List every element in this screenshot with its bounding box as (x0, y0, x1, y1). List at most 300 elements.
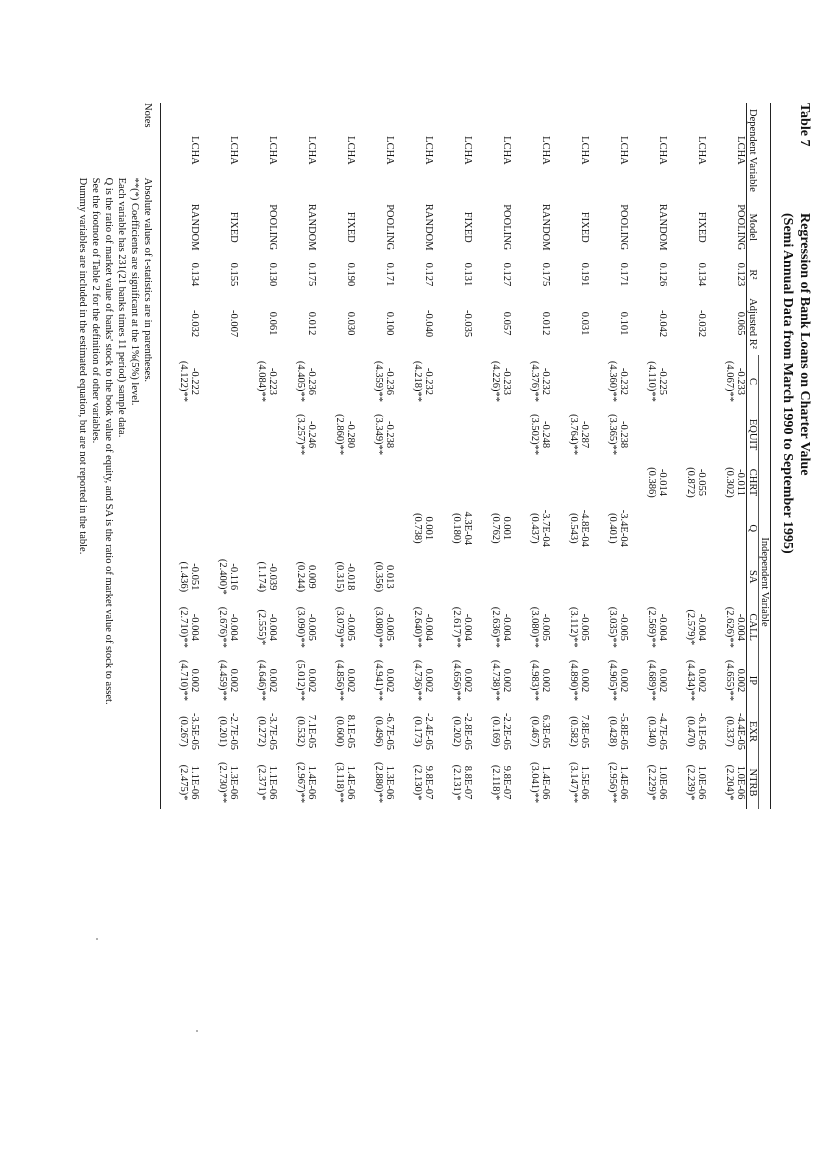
table-cell-model: FIXED (579, 211, 590, 243)
notes-block (76, 103, 154, 863)
table-cell-chrt (317, 461, 356, 504)
table-cell-sa (239, 553, 278, 601)
table-cell-equit (200, 408, 239, 461)
coefficient: -3.5E-05 (189, 712, 200, 750)
table-cell-r2: 0.130 (267, 262, 278, 287)
table-cell-model: FIXED (345, 211, 356, 243)
t-statistic: (0.582) (568, 716, 579, 747)
table-cell-q (629, 504, 668, 553)
t-statistic: (4.359)** (373, 360, 384, 403)
t-statistic: (4.905)** (607, 659, 618, 701)
coefficient: 1.3E-06 (228, 765, 239, 800)
table-cell-exr (317, 707, 356, 756)
table-cell-ip (434, 654, 473, 707)
coefficient: -0.222 (189, 367, 200, 396)
table-cell-adj: -0.040 (423, 309, 434, 338)
coefficient: -4.8E-04 (579, 509, 590, 547)
table-number: Table 7 (797, 103, 812, 147)
t-statistic: (0.340) (646, 716, 657, 747)
table-cell-q (590, 504, 629, 553)
table-cell-r2: 0.155 (228, 262, 239, 287)
notes-label: Notes (142, 103, 153, 128)
t-statistic: (3.079)** (334, 606, 345, 648)
table-cell-chrt (668, 461, 707, 504)
table-cell-adj: 0.012 (306, 311, 317, 336)
table-cell-ntrb (317, 756, 356, 809)
table-cell-q (200, 504, 239, 553)
table-row (551, 103, 590, 809)
table-cell-ntrb (434, 756, 473, 809)
coefficient: 7.1E-05 (306, 714, 317, 749)
t-statistic: (4.226)** (490, 360, 501, 403)
note-line: See the footnote of Table 2 for the definition of other variables. (90, 177, 101, 444)
table-row (278, 103, 317, 809)
table-cell-sa (629, 553, 668, 601)
table-cell-c (668, 355, 707, 408)
table-cell-ip (356, 654, 395, 707)
t-statistic: (5.012)** (295, 659, 306, 701)
table-cell-model: RANDOM (423, 203, 434, 251)
t-statistic: (4.890)** (568, 659, 579, 701)
t-statistic: (0.173) (412, 716, 423, 747)
t-statistic: (2.130)* (412, 764, 423, 801)
table-cell-chrt (278, 461, 317, 504)
coefficient: 0.002 (267, 668, 278, 693)
table-cell-r2: 0.134 (696, 262, 707, 287)
table-row (356, 103, 395, 809)
coefficient: -6.1E-05 (696, 712, 707, 750)
header-cell (759, 103, 771, 198)
table-cell-exr (668, 707, 707, 756)
coefficient: -0.039 (267, 563, 278, 591)
coefficient: 1.4E-06 (345, 765, 356, 800)
t-statistic: (2.371)* (256, 764, 267, 801)
group-header: Independent Variable (759, 355, 771, 809)
table-cell-ip (395, 654, 434, 707)
coefficient: 4.3E-04 (462, 511, 473, 546)
coefficient: 0.002 (696, 668, 707, 693)
table-cell-call (356, 601, 395, 654)
coefficient: 7.8E-05 (579, 714, 590, 749)
coefficient: 0.002 (501, 668, 512, 693)
table-cell-dep: LCHA (228, 136, 239, 165)
table-cell-exr (629, 707, 668, 756)
table-cell-r2: 0.131 (462, 262, 473, 287)
table-cell-ip (590, 654, 629, 707)
coefficient: -0.280 (345, 421, 356, 449)
rotated-table-page (77, 103, 813, 863)
table-cell-c (278, 355, 317, 408)
table-cell-call (590, 601, 629, 654)
t-statistic: (2.626)** (724, 606, 735, 648)
t-statistic: (2.239)* (685, 764, 696, 801)
table-cell-dep: LCHA (735, 136, 746, 165)
coefficient: -4.7E-05 (657, 712, 668, 750)
coefficient: -0.232 (618, 367, 629, 396)
column-header: EXR (747, 707, 759, 756)
t-statistic: (4.110)** (646, 361, 657, 402)
coefficient: -0.005 (579, 613, 590, 641)
t-statistic: (0.201) (217, 716, 228, 747)
coefficient: -2.7E-05 (228, 712, 239, 750)
table-cell-r2: 0.123 (735, 262, 746, 287)
table-cell-c (200, 355, 239, 408)
table-cell-dep: LCHA (696, 136, 707, 165)
t-statistic: (0.872) (685, 467, 696, 498)
coefficient: -0.232 (423, 367, 434, 396)
coefficient: 0.013 (384, 564, 395, 589)
t-statistic: (2.400)* (217, 558, 228, 595)
coefficient: -0.004 (462, 613, 473, 641)
coefficient: -0.005 (618, 613, 629, 641)
table-cell-call (512, 601, 551, 654)
table-cell-c (239, 355, 278, 408)
table-cell-dep: LCHA (657, 136, 668, 165)
table-cell-sa (356, 553, 395, 601)
t-statistic: (0.180) (451, 512, 462, 544)
table-cell-r2: 0.126 (657, 262, 668, 287)
table-cell-adj: 0.031 (579, 311, 590, 336)
table-cell-q (239, 504, 278, 553)
t-statistic: (0.386) (646, 467, 657, 498)
t-statistic: (2.579)* (685, 609, 696, 646)
table-cell-ip (707, 654, 747, 707)
table-cell-dep: LCHA (540, 136, 551, 165)
t-statistic: (4.689)** (646, 659, 657, 701)
table-cell-equit (161, 408, 201, 461)
table-cell-chrt (473, 461, 512, 504)
t-statistic: (0.762) (490, 512, 501, 544)
coefficient: -0.233 (735, 367, 746, 396)
table-cell-ip (551, 654, 590, 707)
table-cell-exr (512, 707, 551, 756)
table-cell-adj: 0.061 (267, 311, 278, 336)
table-cell-q (512, 504, 551, 553)
t-statistic: (2.204)* (724, 764, 735, 801)
table-cell-chrt (551, 461, 590, 504)
t-statistic: (4.405)** (295, 360, 306, 403)
table-cell-exr (161, 707, 201, 756)
coefficient: 1.1E-06 (189, 765, 200, 800)
table-cell-ntrb (590, 756, 629, 809)
t-statistic: (3.764)** (568, 414, 579, 456)
t-statistic: (0.302) (724, 467, 735, 498)
table-cell-exr (200, 707, 239, 756)
t-statistic: (2.118)* (490, 764, 501, 801)
t-statistic: (0.401) (607, 512, 618, 544)
table-cell-model: FIXED (228, 211, 239, 243)
coefficient: -0.233 (501, 367, 512, 396)
table-cell-ip (512, 654, 551, 707)
table-cell-adj: -0.032 (696, 309, 707, 338)
table-cell-q (356, 504, 395, 553)
coefficient: -3.4E-04 (618, 509, 629, 547)
coefficient: 0.002 (345, 668, 356, 693)
t-statistic: (3.035)** (607, 606, 618, 648)
table-row (629, 103, 668, 809)
table-cell-ntrb (668, 756, 707, 809)
table-cell-ntrb (512, 756, 551, 809)
coefficient: -0.055 (696, 468, 707, 497)
table-cell-sa (161, 553, 201, 601)
note-line: Absolute values of t-statistics are in parentheses. (142, 177, 153, 383)
table-cell-adj: 0.030 (345, 311, 356, 336)
column-header: Model (747, 198, 759, 257)
table-cell-sa (473, 553, 512, 601)
t-statistic: (2.956)** (607, 762, 618, 804)
t-statistic: (0.532) (295, 716, 306, 747)
table-cell-call (551, 601, 590, 654)
table-cell-model: POOLING (384, 204, 395, 251)
table-cell-equit (317, 408, 356, 461)
t-statistic: (2.676)** (217, 606, 228, 648)
t-statistic: (4.376)** (529, 360, 540, 403)
table-cell-equit (473, 408, 512, 461)
t-statistic: (3.112)** (568, 606, 579, 648)
table-cell-chrt (434, 461, 473, 504)
table-cell-model: POOLING (735, 204, 746, 251)
t-statistic: (0.202) (451, 716, 462, 747)
t-statistic: (3.349)** (373, 414, 384, 456)
table-cell-call (629, 601, 668, 654)
table-cell-c (356, 355, 395, 408)
table-row (473, 103, 512, 809)
coefficient: -0.005 (306, 613, 317, 641)
table-cell-c (161, 355, 201, 408)
coefficient: 1.5E-06 (579, 765, 590, 800)
coefficient: -2.2E-05 (501, 712, 512, 750)
coefficient: 1.0E-06 (657, 765, 668, 800)
coefficient: 0.002 (540, 668, 551, 693)
header-cell (759, 198, 771, 257)
coefficient: 1.1E-06 (267, 765, 278, 800)
t-statistic: (0.470) (685, 716, 696, 747)
table-cell-equit (629, 408, 668, 461)
table-cell-adj: 0.012 (540, 311, 551, 336)
table-cell-ntrb (473, 756, 512, 809)
table-cell-adj: 0.057 (501, 311, 512, 336)
table-cell-dep: LCHA (306, 136, 317, 165)
table-cell-sa (590, 553, 629, 601)
table-cell-c (317, 355, 356, 408)
t-statistic: (4.736)** (412, 659, 423, 701)
table-cell-model: RANDOM (657, 203, 668, 251)
column-header: Dependent Variable (747, 103, 759, 198)
table-cell-chrt (356, 461, 395, 504)
coefficient: 0.002 (306, 668, 317, 693)
table-title-block (779, 103, 813, 863)
coefficient: -3.7E-05 (267, 712, 278, 750)
coefficient: -0.246 (306, 421, 317, 449)
t-statistic: (2.229)* (646, 764, 657, 801)
table-cell-equit (590, 408, 629, 461)
scan-speck (196, 1030, 198, 1032)
coefficient: 1.4E-06 (540, 765, 551, 800)
coefficient: 0.002 (462, 668, 473, 693)
table-cell-q (395, 504, 434, 553)
coefficient: 1.0E-06 (696, 765, 707, 800)
table-cell-chrt (512, 461, 551, 504)
table-cell-sa (317, 553, 356, 601)
header-cell (759, 257, 771, 293)
t-statistic: (4.983)** (529, 659, 540, 701)
coefficient: -0.005 (384, 613, 395, 641)
coefficient: -0.004 (189, 613, 200, 641)
t-statistic: (4.646)** (256, 659, 267, 701)
t-statistic: (2.860)** (334, 414, 345, 456)
table-cell-equit (239, 408, 278, 461)
t-statistic: (4.218)** (412, 360, 423, 403)
table-cell-call (239, 601, 278, 654)
t-statistic: (0.738) (412, 512, 423, 544)
table-cell-q (668, 504, 707, 553)
coefficient: -0.004 (501, 613, 512, 641)
coefficient: -0.116 (228, 563, 239, 591)
t-statistic: (3.365)** (607, 414, 618, 456)
table-cell-dep: LCHA (579, 136, 590, 165)
table-cell-ip (161, 654, 201, 707)
table-cell-dep: LCHA (161, 103, 201, 198)
table-cell-sa (707, 553, 747, 601)
column-header: CALL (747, 601, 759, 654)
table-cell-model: RANDOM (306, 203, 317, 251)
table-cell-c (629, 355, 668, 408)
coefficient: -0.225 (657, 367, 668, 396)
table-cell-adj: 0.101 (618, 311, 629, 336)
table-cell-r2: 0.127 (423, 262, 434, 287)
table-cell-r2: 0.127 (501, 262, 512, 287)
column-header: SA (747, 553, 759, 601)
table-cell-adj: 0.065 (735, 311, 746, 336)
t-statistic: (0.244) (295, 561, 306, 593)
table-cell-chrt (707, 461, 747, 504)
coefficient: -0.238 (618, 421, 629, 449)
table-cell-adj: -0.007 (228, 309, 239, 338)
table-cell-equit (356, 408, 395, 461)
header-cell (759, 292, 771, 355)
table-cell-sa (278, 553, 317, 601)
t-statistic: (2.730)** (217, 762, 228, 804)
coefficient: -0.005 (540, 613, 551, 641)
t-statistic: (0.337) (724, 716, 735, 747)
table-cell-exr (239, 707, 278, 756)
table-cell-model: POOLING (618, 204, 629, 251)
coefficient: 1.4E-06 (618, 765, 629, 800)
t-statistic: (3.041)** (529, 762, 540, 804)
regression-table (160, 103, 771, 809)
coefficient: -0.236 (384, 367, 395, 396)
coefficient: -0.014 (657, 468, 668, 497)
coefficient: -0.011 (735, 469, 746, 496)
t-statistic: (2.640)** (412, 606, 423, 648)
table-cell-chrt (629, 461, 668, 504)
coefficient: 0.002 (228, 668, 239, 693)
t-statistic: (2.636)** (490, 606, 501, 648)
table-cell-exr (551, 707, 590, 756)
table-cell-call (395, 601, 434, 654)
t-statistic: (2.475)* (178, 764, 189, 801)
table-row (317, 103, 356, 809)
t-statistic: (0.267) (178, 716, 189, 747)
column-header: R² (747, 257, 759, 293)
table-cell-dep: LCHA (462, 136, 473, 165)
table-cell-call (668, 601, 707, 654)
table-cell-adj: -0.042 (657, 309, 668, 338)
table-cell-call (317, 601, 356, 654)
t-statistic: (0.437) (529, 512, 540, 544)
coefficient: 1.0E-06 (735, 765, 746, 800)
table-cell-q (551, 504, 590, 553)
table-cell-r2: 0.175 (540, 262, 551, 287)
table-cell-c (707, 355, 747, 408)
coefficient: -0.004 (267, 613, 278, 641)
coefficient: -0.004 (735, 613, 746, 641)
table-cell-model: POOLING (267, 204, 278, 251)
coefficient: 0.002 (618, 668, 629, 693)
coefficient: 0.002 (189, 668, 200, 693)
column-header: NTRB (747, 756, 759, 809)
table-cell-ntrb (239, 756, 278, 809)
coefficient: -0.051 (189, 563, 200, 591)
t-statistic: (3.502)** (529, 414, 540, 456)
table-cell-sa (551, 553, 590, 601)
table-cell-equit (512, 408, 551, 461)
column-header: IP (747, 654, 759, 707)
table-cell-ip (317, 654, 356, 707)
t-statistic: (4.067)** (724, 360, 735, 403)
t-statistic: (3.080)** (373, 606, 384, 648)
t-statistic: (4.084)** (256, 360, 267, 403)
table-cell-sa (434, 553, 473, 601)
t-statistic: (0.543) (568, 512, 579, 544)
table-cell-ntrb (395, 756, 434, 809)
table-cell-adj: 0.100 (384, 311, 395, 336)
coefficient: -2.4E-05 (423, 712, 434, 750)
t-statistic: (0.600) (334, 716, 345, 747)
table-cell-dep: LCHA (384, 136, 395, 165)
coefficient: 0.002 (579, 668, 590, 693)
table-body (161, 103, 747, 809)
column-header: C (747, 355, 759, 408)
table-cell-c (473, 355, 512, 408)
table-cell-equit (668, 408, 707, 461)
column-header: Adjusted R² (747, 292, 759, 355)
table-cell-ip (278, 654, 317, 707)
t-statistic: (2.967)** (295, 762, 306, 804)
table-cell-exr (356, 707, 395, 756)
coefficient: -3.7E-04 (540, 509, 551, 547)
table-cell-equit (278, 408, 317, 461)
table-cell-equit (395, 408, 434, 461)
t-statistic: (4.434)** (685, 659, 696, 701)
coefficient: -0.004 (696, 613, 707, 641)
t-statistic: (0.467) (529, 716, 540, 747)
table-cell-r2: 0.134 (161, 257, 201, 293)
t-statistic: (0.428) (607, 716, 618, 747)
table-cell-dep: LCHA (423, 136, 434, 165)
table-cell-c (434, 355, 473, 408)
t-statistic: (4.360)** (607, 360, 618, 403)
table-cell-exr (473, 707, 512, 756)
table-cell-q (473, 504, 512, 553)
table-cell-call (434, 601, 473, 654)
table-cell-sa (512, 553, 551, 601)
table-cell-sa (200, 553, 239, 601)
table-cell-sa (395, 553, 434, 601)
coefficient: 0.002 (384, 668, 395, 693)
table-cell-dep: LCHA (618, 136, 629, 165)
coefficient: -0.005 (345, 613, 356, 641)
